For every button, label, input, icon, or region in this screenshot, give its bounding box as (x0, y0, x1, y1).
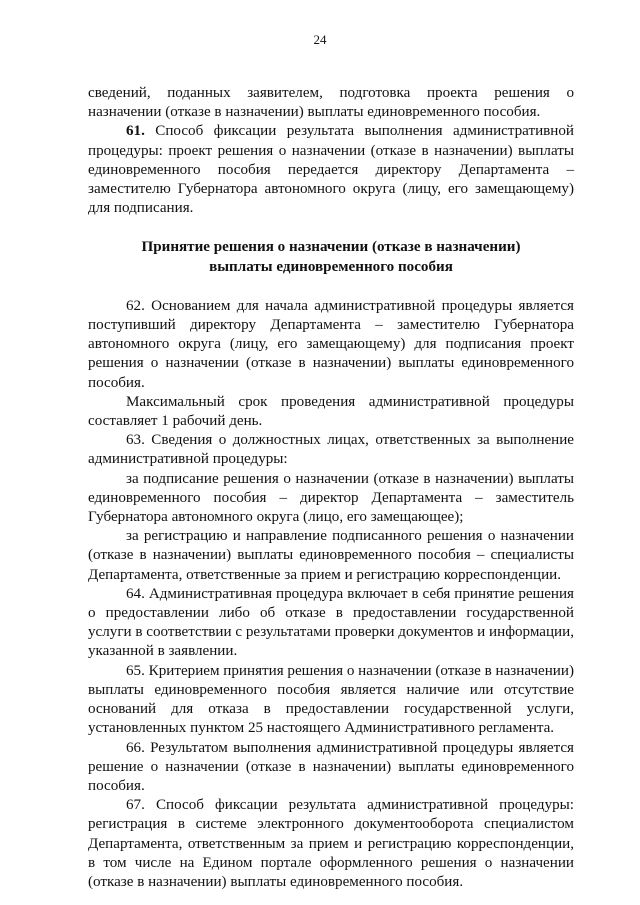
paragraph-text: Административная процедура включает в себя принятие решения о предоставлении либо об отказе в предоставлении государственной услуги в соответствии с результатами проверки документов и информации, указанной в заявлении. (88, 585, 575, 660)
heading-line-1: Принятие решения о назначении (отказе в назначении) (141, 239, 521, 256)
document-body (88, 84, 574, 892)
heading-line-2: выплаты единовременного пособия (209, 258, 453, 275)
paragraph-67 (88, 796, 574, 892)
paragraph-text: Способ фиксации результата административной процедуры: регистрация в системе электронного документооборота специалистом Департамента, ответственным за прием и регистрацию корреспонденции, в том числе на Едином портале оформленного решения о назначении (отказе в назначении) выплаты единовременного пособия. (88, 797, 574, 890)
paragraph-number: 62. (126, 297, 145, 314)
paragraph-64 (88, 585, 574, 662)
paragraph-text: Сведения о должностных лицах, ответственных за выполнение административной процедуры: (88, 432, 574, 468)
paragraph-number: 65. (126, 662, 145, 679)
paragraph-66 (88, 739, 574, 797)
section-heading (88, 238, 574, 276)
paragraph-number: 63. (126, 432, 145, 449)
paragraph-text: Результатом выполнения административной процедуры является решение о назначении (отказе в назначении) выплаты единовременного пособия. (88, 739, 574, 794)
paragraph-number: 67. (126, 797, 145, 814)
paragraph-continuation (88, 84, 574, 122)
paragraph-63-signing (88, 470, 574, 528)
paragraph-text: Способ фиксации результата выполнения административной процедуры: проект решения о назначении (отказе в назначении) выплаты единовременного пособия передается директору Департамента – заместителю Губернатора автономного округа (лицу, его замещающему) для подписания. (88, 123, 574, 217)
paragraph-text: за регистрацию и направление подписанного решения о назначении (отказе в назначении) выплаты единовременного пособия – специалисты Департамента, ответственные за прием и регистрацию корреспонденции. (88, 528, 574, 583)
paragraph-63 (88, 431, 574, 469)
paragraph-text: Критерием принятия решения о назначении (отказе в назначении) выплаты единовременного пособия является наличие или отсутствие оснований для отказа в предоставлении государственной услуги, установленных пунктом 25 настоящего Административного регламента. (88, 662, 574, 737)
paragraph-number: 64. (126, 585, 145, 602)
paragraph-text: Максимальный срок проведения административной процедуры составляет 1 рабочий день. (88, 393, 574, 430)
paragraph-number: 61. (126, 123, 145, 140)
paragraph-65 (88, 662, 574, 739)
paragraph-62-term (88, 393, 574, 431)
page-number: 24 (313, 32, 327, 47)
paragraph-text: за подписание решения о назначении (отказе в назначении) выплаты единовременного пособия – директор Департамента – заместитель Губернатора автономного округа (лицо, его замещающее); (88, 470, 574, 526)
paragraph-text: Основанием для начала административной процедуры является поступивший директору Департамента – заместителю Губернатора автономного округа (лицу, его замещающему) для подписания проект решения о назначении (отказе в назначении) выплаты единовременного пособия. (88, 297, 574, 391)
paragraph-number: 66. (126, 739, 145, 756)
paragraph-63-registration (88, 527, 574, 585)
paragraph-62 (88, 297, 574, 393)
paragraph-61 (88, 122, 574, 218)
paragraph-text: сведений, поданных заявителем, подготовка проекта решения о назначении (отказе в назначении) выплаты единовременного пособия. (88, 85, 574, 121)
